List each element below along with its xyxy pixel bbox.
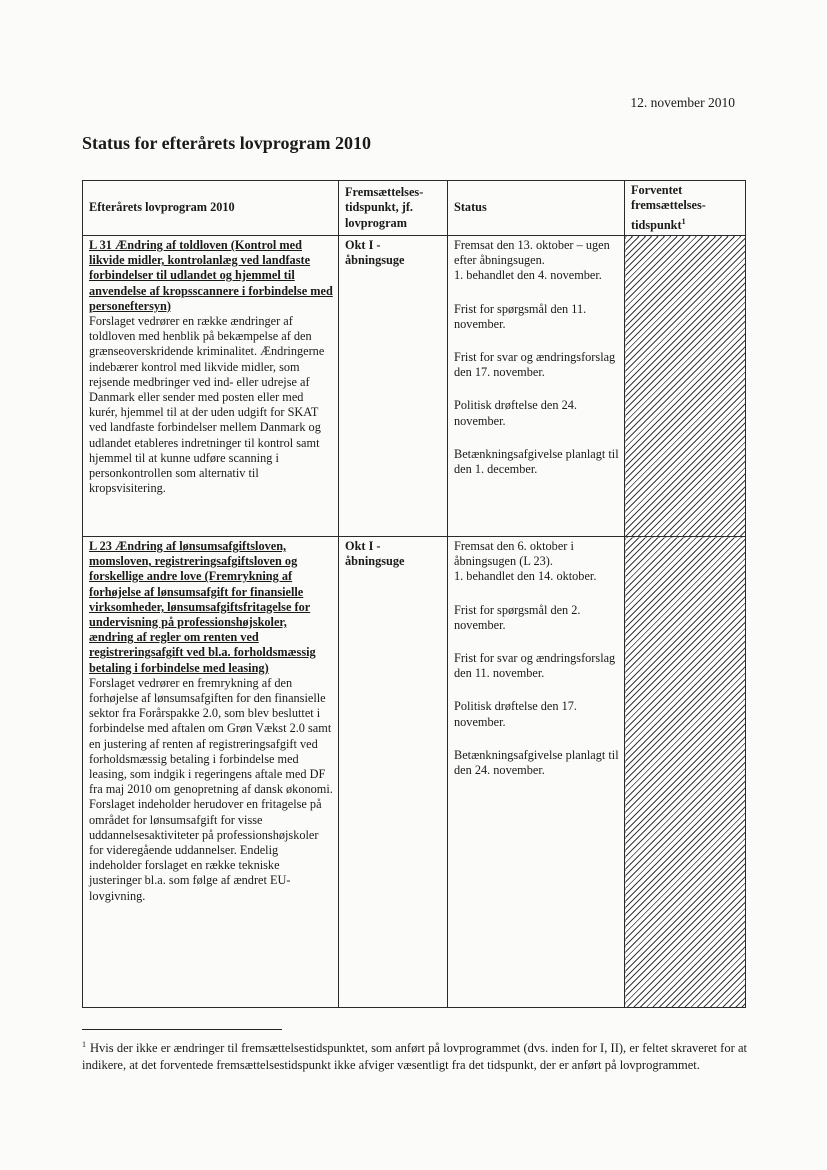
expected-timing-hatched-cell [625, 537, 746, 1008]
bill-description: Forslaget vedrører en række ændringer af toldloven med henblik på bekæmpelse af den grænseoverskridende kriminalitet. Ændringerne indebærer kontrol med likvide midler, som rejsende medbringer ved ind- eller udrejse af Danmark eller sender med posten eller med kurér, hjemmel til at der uden udgift for SKAT ved landfaste forbindelser mellem Danmark og udlandet etableres indretninger til kontrol samt hjemmel til at kunne udføre scanning i personkontrollen som alternativ til kropsvisitering. [89, 314, 325, 496]
status-entry: Frist for spørgsmål den 2. november. [454, 602, 581, 632]
bill-title: L 23 Ændring af lønsumsafgiftsloven, momsloven, registreringsafgiftsloven og forskellige andre love (Fremrykning af forhøjelse af lønsumsafgift for finansielle virksomheder, lønsumsafgiftsfritagelse for undervisning på professionshøjskoler, ændring af regler om renten ved registreringsafgift ved bl.a. forholdsmæssig betaling i forbindelse med leasing) [89, 539, 316, 675]
status-line: Fremsat den 13. oktober – ugen efter åbningsugen. [454, 238, 610, 268]
status-line: 1. behandlet den 4. november. [454, 268, 602, 283]
footnote-marker: 1 [82, 1040, 86, 1049]
header-status: Status [448, 181, 625, 236]
bill-timing: Okt I - åbningsuge [345, 238, 405, 268]
bill-cell [83, 236, 339, 537]
timing-cell [339, 236, 448, 537]
status-line: Fremsat den 6. oktober i åbningsugen (L 23). [454, 539, 574, 569]
document-date: 12. november 2010 [630, 95, 735, 110]
table-row [83, 236, 746, 537]
status-entry [454, 238, 619, 284]
table-row [83, 537, 746, 1008]
footnote-text: Hvis der ikke er ændringer til fremsættelsestidspunktet, som anført på lovprogrammet (dvs. inden for I, II), er feltet skraveret for at indikere, at det forventede fremsættelsestidspunkt ikke afviger væsentligt fra det tidspunkt, der er anført på lovprogrammet. [82, 1041, 747, 1073]
expected-timing-hatched-cell [625, 236, 746, 537]
status-entry: Politisk drøftelse den 24. november. [454, 398, 577, 428]
legislative-program-table [82, 180, 746, 1008]
footnote [82, 1036, 747, 1074]
status-entry: Betænkningsafgivelse planlagt til den 24. november. [454, 747, 619, 778]
bill-cell [83, 537, 339, 1008]
status-entry: Betænkningsafgivelse planlagt til den 1. december. [454, 446, 619, 477]
header-timing: Fremsættelses-tidspunkt, jf. lovprogram [339, 181, 448, 236]
footnote-reference: 1 [681, 216, 686, 226]
timing-cell [339, 537, 448, 1008]
status-entry: Frist for svar og ændringsforslag den 17. november. [454, 350, 616, 380]
footnote-divider [82, 1029, 282, 1030]
status-cell [448, 236, 625, 537]
status-entry: Frist for svar og ændringsforslag den 11. november. [454, 651, 616, 681]
status-line: 1. behandlet den 14. oktober. [454, 569, 597, 584]
bill-title: L 31 Ændring af toldloven (Kontrol med likvide midler, kontrolanlæg ved landfaste forbindelser til udlandet og hjemmel til anvendelse af kropsscannere i forbindelse med personeftersyn) [89, 238, 333, 313]
page-title: Status for efterårets lovprogram 2010 [82, 133, 371, 153]
status-entry: Frist for spørgsmål den 11. november. [454, 301, 587, 331]
bill-description: Forslaget vedrører en fremrykning af den forhøjelse af lønsumsafgiften for den finansielle sektor fra Forårspakke 2.0, som blev besluttet i forbindelse med aftalen om Grøn Vækst 2.0 samt en justering af renten af registreringsafgift ved forholdsmæssig betaling i forbindelse med leasing, som indgik i regeringens aftale med DF fra maj 2010 om genopretning af dansk økonomi. Forslaget indeholder herudover en fritagelse på området for lønsumsafgift for visse uddannelsesaktiviteter på professionshøjskoler for videregående uddannelser. Endelig indeholder forslaget en række tekniske justeringer bl.a. som følge af ændret EU-lovgivning. [89, 675, 333, 903]
header-expected-label: Forventet fremsættelses-tidspunkt [631, 183, 706, 232]
header-expected [625, 181, 746, 236]
status-entry: Politisk drøftelse den 17. november. [454, 699, 577, 729]
table-header-row [83, 181, 746, 236]
bill-timing: Okt I - åbningsuge [345, 539, 405, 569]
status-entry [454, 539, 619, 585]
header-program: Efterårets lovprogram 2010 [83, 181, 339, 236]
status-cell [448, 537, 625, 1008]
